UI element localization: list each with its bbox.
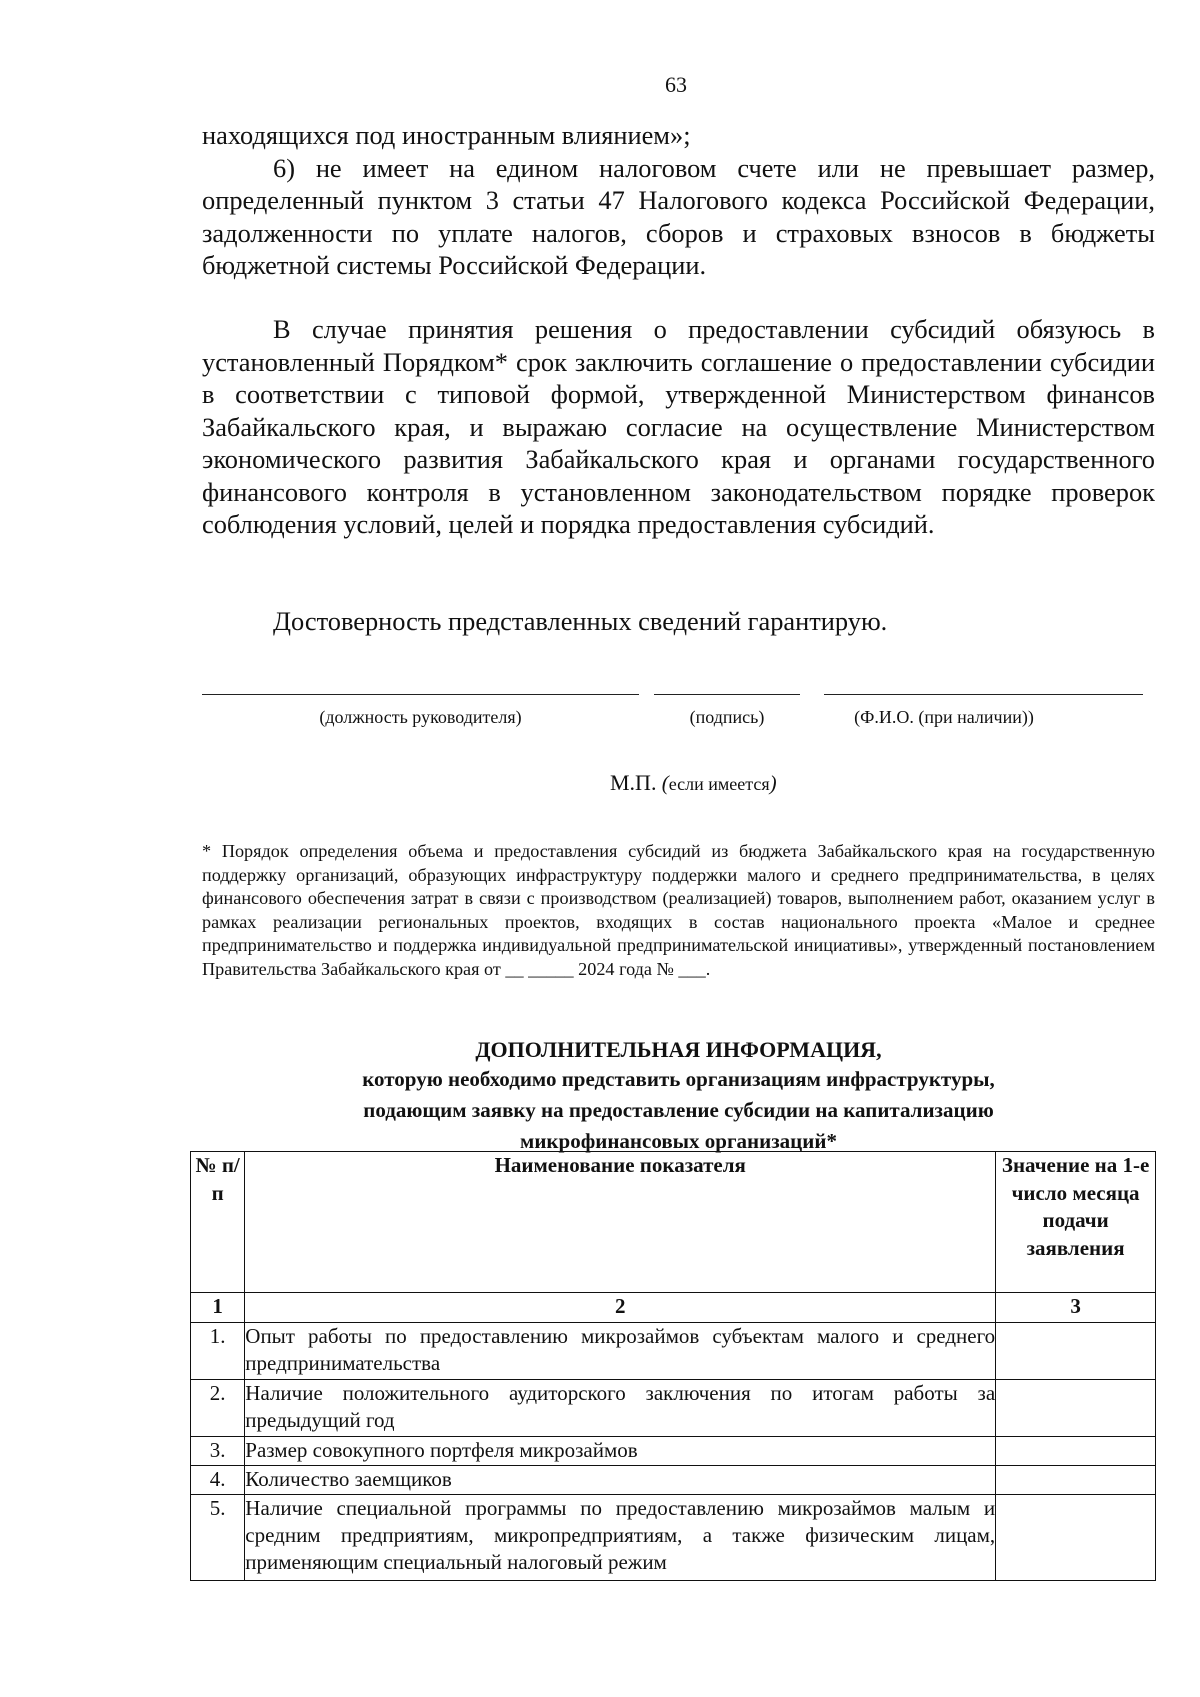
row-indicator: Опыт работы по предоставлению микрозаймов субъектам малого и среднего предпринимательства (245, 1323, 996, 1380)
signature-line (654, 694, 800, 695)
header-number: № п/ п (191, 1152, 245, 1293)
paragraph-continuation: находящихся под иностранным влиянием»; (202, 120, 691, 150)
row-index: 1. (191, 1323, 245, 1380)
name-signature-line (824, 694, 1143, 695)
row-value-cell (996, 1323, 1156, 1380)
row-value-cell (996, 1466, 1156, 1495)
table-column-numbers-row (191, 1293, 1156, 1323)
stamp-note: если имеется (668, 774, 770, 794)
table-row (191, 1495, 1156, 1581)
column-number: 3 (996, 1293, 1156, 1323)
name-caption: (Ф.И.О. (при наличии)) (854, 707, 1034, 727)
header-value: Значение на 1-е число месяца подачи заявления (996, 1152, 1156, 1293)
heading-line-2: которую необходимо представить организациям инфраструктуры, (362, 1067, 995, 1091)
table-row (191, 1323, 1156, 1380)
row-index: 3. (191, 1437, 245, 1466)
row-value-cell (996, 1380, 1156, 1437)
stamp-open-paren: ( (661, 771, 669, 795)
paragraph-consent (202, 313, 1155, 541)
table-row (191, 1466, 1156, 1495)
row-indicator: Количество заемщиков (245, 1466, 996, 1495)
row-value-cell (996, 1495, 1156, 1581)
row-indicator: Наличие специальной программы по предоставлению микрозаймов малым и средним предприятиям, микропредприятиям, а также физическим лицам, применяющим специальный налоговый режим (245, 1495, 996, 1581)
position-caption: (должность руководителя) (319, 707, 522, 727)
paragraph-item-6-text: 6) не имеет на едином налоговом счете или не превышает размер, определенный пунктом 3 статьи 47 Налогового кодекса Российской Федерации, задолженности по уплате налогов, сборов и страховых взносов в бюджеты бюджетной системы Российской Федерации. (202, 152, 1155, 280)
stamp-close-paren: ) (769, 771, 777, 795)
header-indicator-name: Наименование показателя (245, 1152, 996, 1293)
heading-line-3: подающим заявку на предоставление субсидии на капитализацию (363, 1098, 994, 1122)
row-index: 5. (191, 1495, 245, 1581)
paragraph-guarantee (202, 605, 1155, 638)
row-indicator: Размер совокупного портфеля микрозаймов (245, 1437, 996, 1466)
row-index: 4. (191, 1466, 245, 1495)
row-indicator: Наличие положительного аудиторского заключения по итогам работы за предыдущий год (245, 1380, 996, 1437)
page-number: 63 (665, 72, 687, 97)
info-table (190, 1151, 1156, 1581)
paragraph-item-6 (202, 119, 1155, 282)
paragraph-consent-text: В случае принятия решения о предоставлении субсидий обязуюсь в установленный Порядком* срок заключить соглашение о предоставлении субсидии в соответствии с типовой формой, утвержденной Министерством финансов Забайкальского края, и выражаю согласие на осуществление Министерством экономического развития Забайкальского края и органами государственного финансового контроля в установленном законодательством порядке проверок соблюдения условий, целей и порядка предоставления субсидий. (202, 314, 1155, 539)
paragraph-guarantee-text: Достоверность представленных сведений гарантирую. (273, 606, 888, 636)
table-header-row (191, 1152, 1156, 1293)
stamp-placeholder (610, 770, 777, 796)
row-value-cell (996, 1437, 1156, 1466)
column-number: 2 (245, 1293, 996, 1323)
table-row (191, 1380, 1156, 1437)
heading-title: ДОПОЛНИТЕЛЬНАЯ ИНФОРМАЦИЯ, (475, 1037, 882, 1062)
footnote: * Порядок определения объема и предоставления субсидий из бюджета Забайкальского края на государственную поддержку организаций, образующих инфраструктуру поддержки малого и среднего предпринимательства, в целях финансового обеспечения затрат в связи с производством (реализацией) товаров, выполнением работ, оказанием услуг в рамках реализации региональных проектов, входящих в состав национального проекта «Малое и среднее предпринимательство и поддержка индивидуальной предпринимательской инициативы», утвержденный постановлением Правительства Забайкальского края от __ _____ 2024 года № ___. (202, 841, 1155, 979)
row-index: 2. (191, 1380, 245, 1437)
column-number: 1 (191, 1293, 245, 1323)
position-signature-line (202, 694, 639, 695)
stamp-label: М.П. (610, 770, 657, 795)
section-heading (202, 1036, 1155, 1157)
signature-caption: (подпись) (689, 707, 765, 727)
table-row (191, 1437, 1156, 1466)
heading-line-4: микрофинансовых организаций* (520, 1129, 837, 1153)
